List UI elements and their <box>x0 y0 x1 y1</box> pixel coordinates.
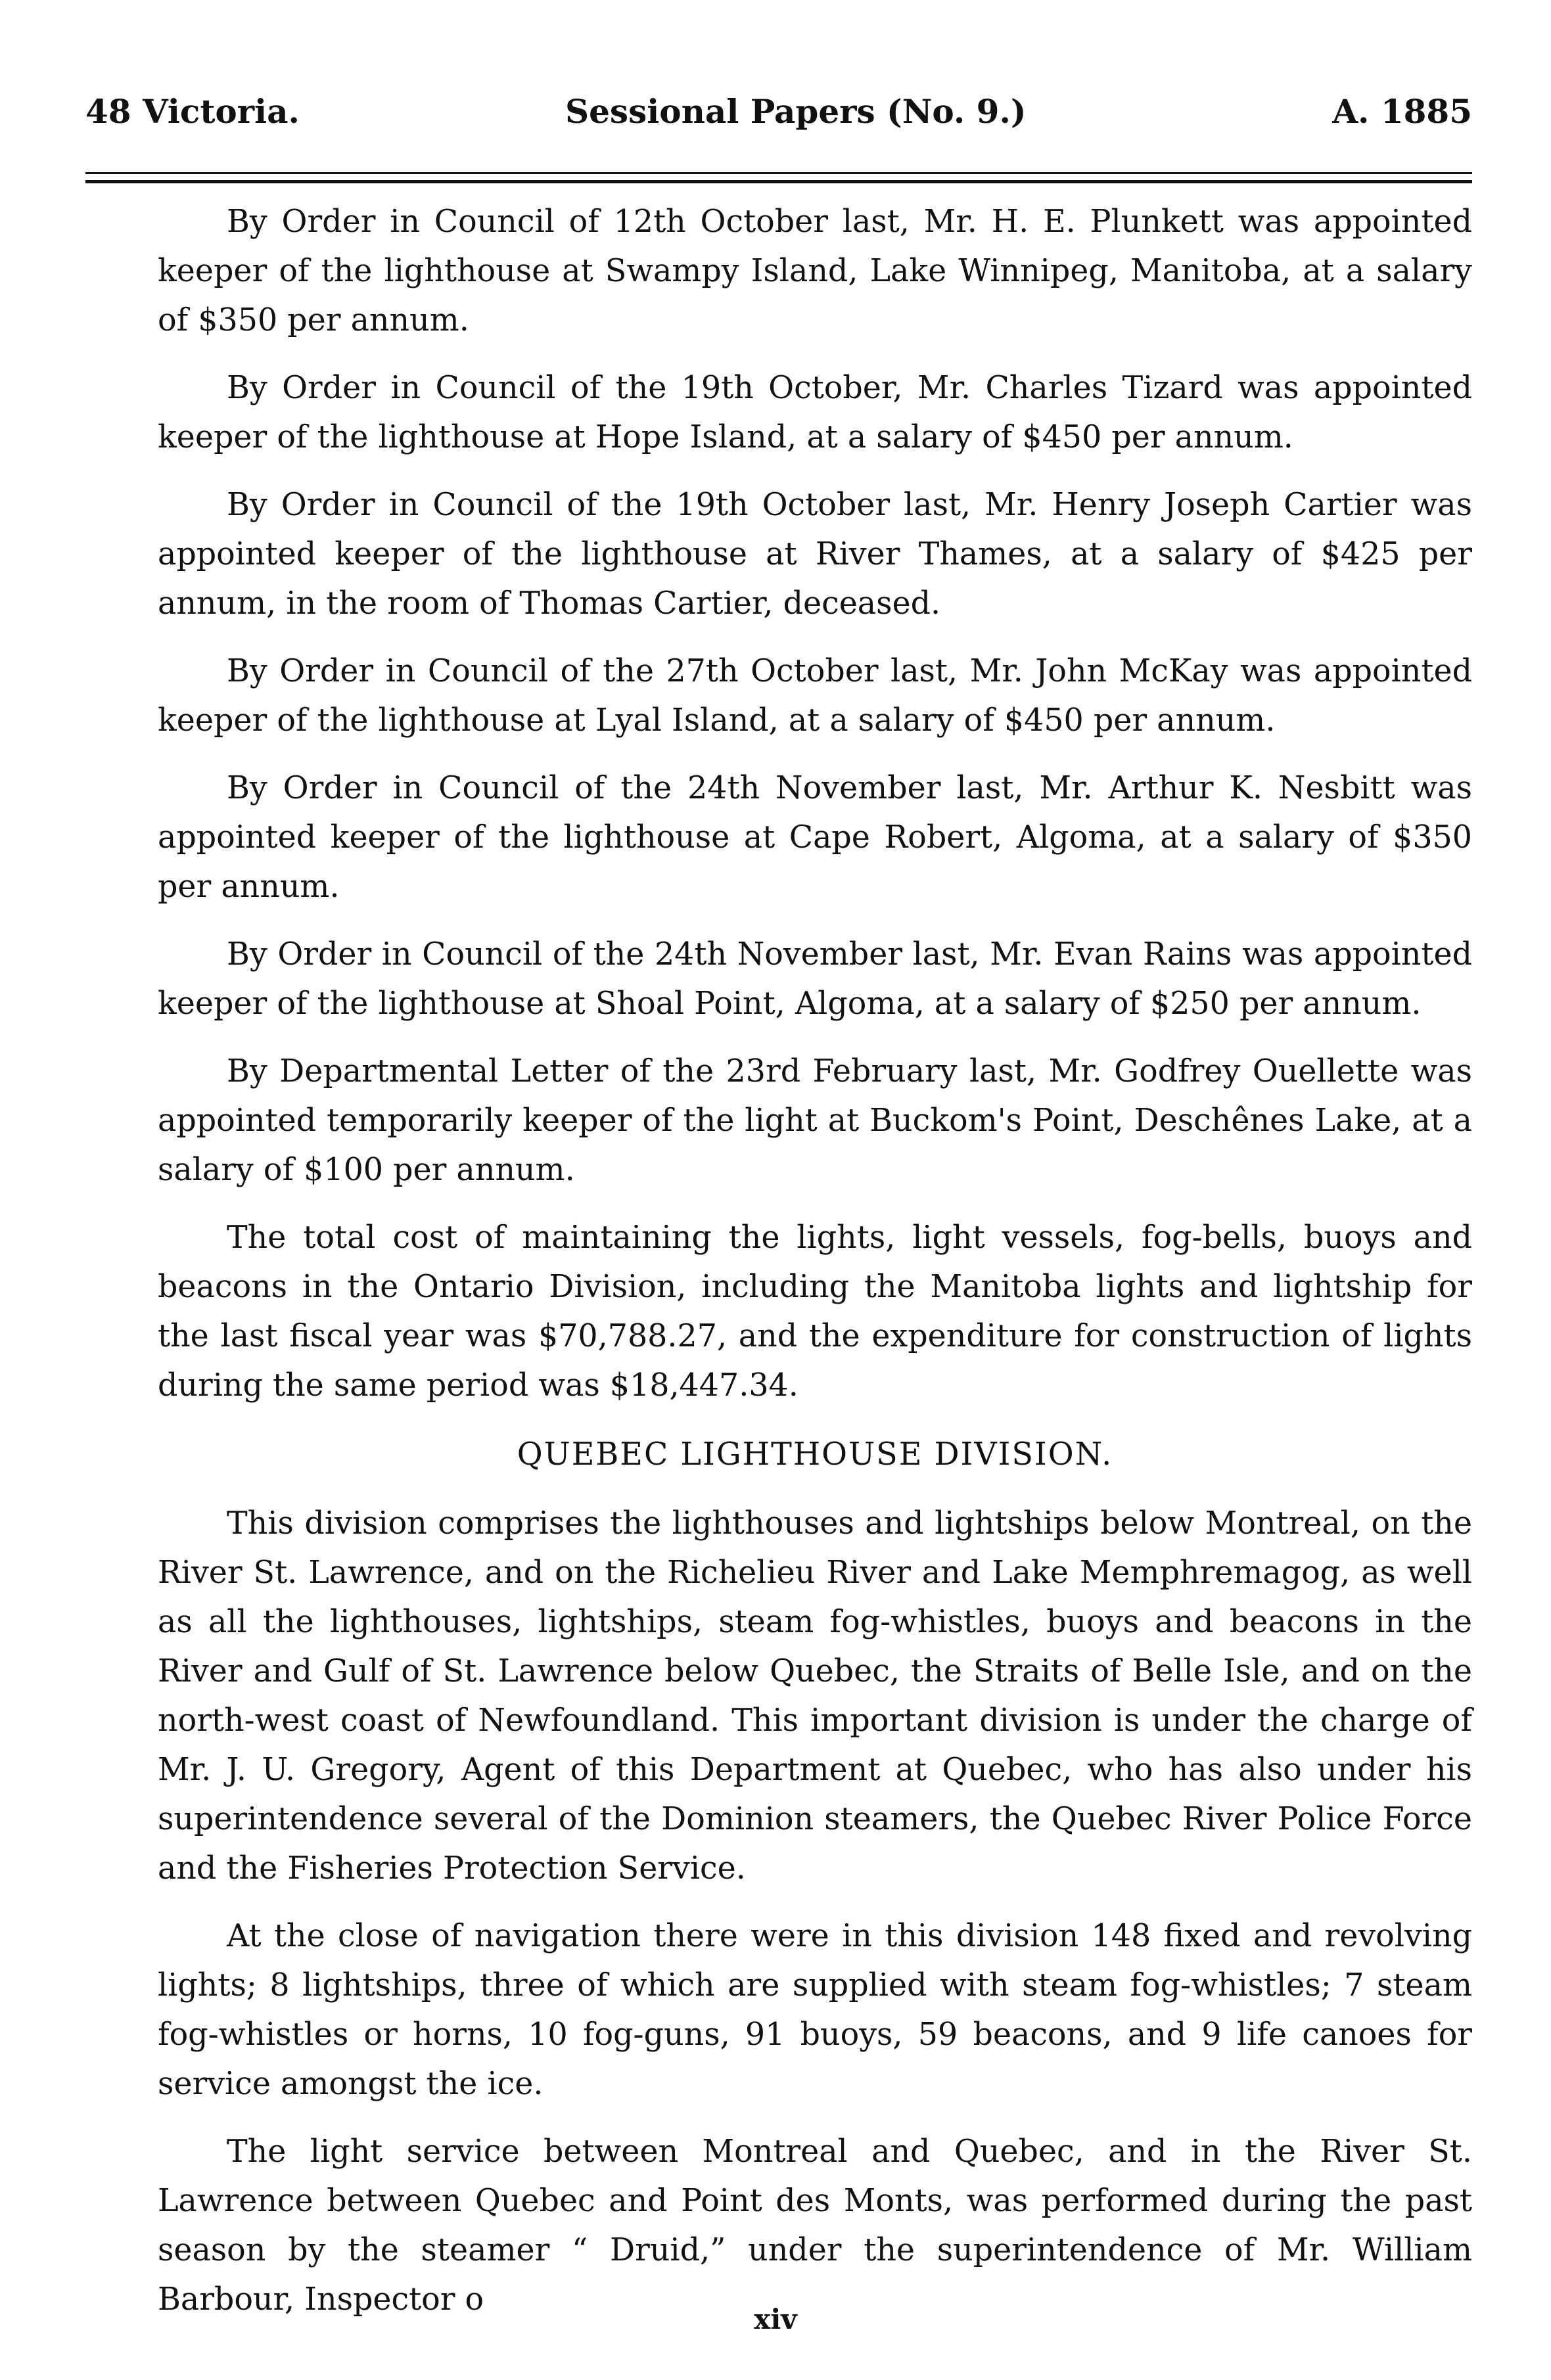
header-rule-thick <box>85 180 1472 183</box>
running-header <box>85 85 1472 138</box>
section-heading: QUEBEC LIGHTHOUSE DIVISION. <box>517 1436 1113 1473</box>
paragraph-mckay: By Order in Council of the 27th October last, Mr. John McKay was appointed keeper of the lighthouse at Lyal Island, at a salary of $450 per annum. <box>158 653 1472 739</box>
paragraph-rains: By Order in Council of the 24th November last, Mr. Evan Rains was appointed keeper of the lighthouse at Shoal Point, Algoma, at a salary of $250 per annum. <box>158 936 1472 1022</box>
page-number: xiv <box>754 2303 797 2335</box>
paragraph-light-service: The light service between Montreal and Quebec, and in the River St. Lawrence between Quebec and Point des Monts, was performed during the past season by the steamer “ Druid,” under the superintendence of Mr. William Barbour, Inspector o <box>158 2134 1472 2318</box>
paragraph-cartier: By Order in Council of the 19th October last, Mr. Henry Joseph Cartier was appointed keeper of the lighthouse at River Thames, at a salary of $425 per annum, in the room of Thomas Cartier, deceased. <box>158 487 1472 622</box>
header-volume: 48 Victoria. <box>85 92 300 131</box>
paragraph-nesbitt: By Order in Council of the 24th November last, Mr. Arthur K. Nesbitt was appointed keeper of the lighthouse at Cape Robert, Algoma, at a salary of $350 per annum. <box>158 770 1472 905</box>
paragraph-navigation-close: At the close of navigation there were in this division 148 fixed and revolving lights; 8 lightships, three of which are supplied with steam fog-whistles; 7 steam fog-whistles or horns, 10 fog-guns, 91 buoys, 59 beacons, and 9 life canoes for service amongst the ice. <box>158 1918 1472 2102</box>
paragraph-ontario-cost: The total cost of maintaining the lights, light vessels, fog-bells, buoys and beacons in the Ontario Division, including the Manitoba lights and lightship for the last fiscal year was $70,788.27, and the expenditure for construction of lights during the same period was $18,447.34. <box>158 1220 1472 1404</box>
body-text <box>158 197 1472 2324</box>
paragraph-quebec-division: This division comprises the lighthouses and lightships below Montreal, on the River St. Lawrence, and on the Richelieu River and Lake Memphremagog, as well as all the lighthouses, lightships, steam fog-whistles, buoys and beacons in the River and Gulf of St. Lawrence below Quebec, the Straits of Belle Isle, and on the north-west coast of Newfoundland. This important division is under the charge of Mr. J. U. Gregory, Agent of this Department at Quebec, who has also under his superintendence several of the Dominion steamers, the Quebec River Police Force and the Fisheries Protection Service. <box>158 1505 1472 1887</box>
header-rule-thin <box>85 172 1472 174</box>
paragraph-tizard: By Order in Council of the 19th October, Mr. Charles Tizard was appointed keeper of the lighthouse at Hope Island, at a salary of $450 per annum. <box>158 370 1472 455</box>
paragraph-plunkett: By Order in Council of 12th October last, Mr. H. E. Plunkett was appointed keeper of the lighthouse at Swampy Island, Lake Winnipeg, Manitoba, at a salary of $350 per annum. <box>158 204 1472 338</box>
paragraph-ouellette: By Departmental Letter of the 23rd February last, Mr. Godfrey Ouellette was appointed temporarily keeper of the light at Buckom's Point, Deschênes Lake, at a salary of $100 per annum. <box>158 1053 1472 1188</box>
header-year: A. 1885 <box>1332 92 1472 131</box>
header-series: Sessional Papers (No. 9.) <box>565 92 1027 131</box>
